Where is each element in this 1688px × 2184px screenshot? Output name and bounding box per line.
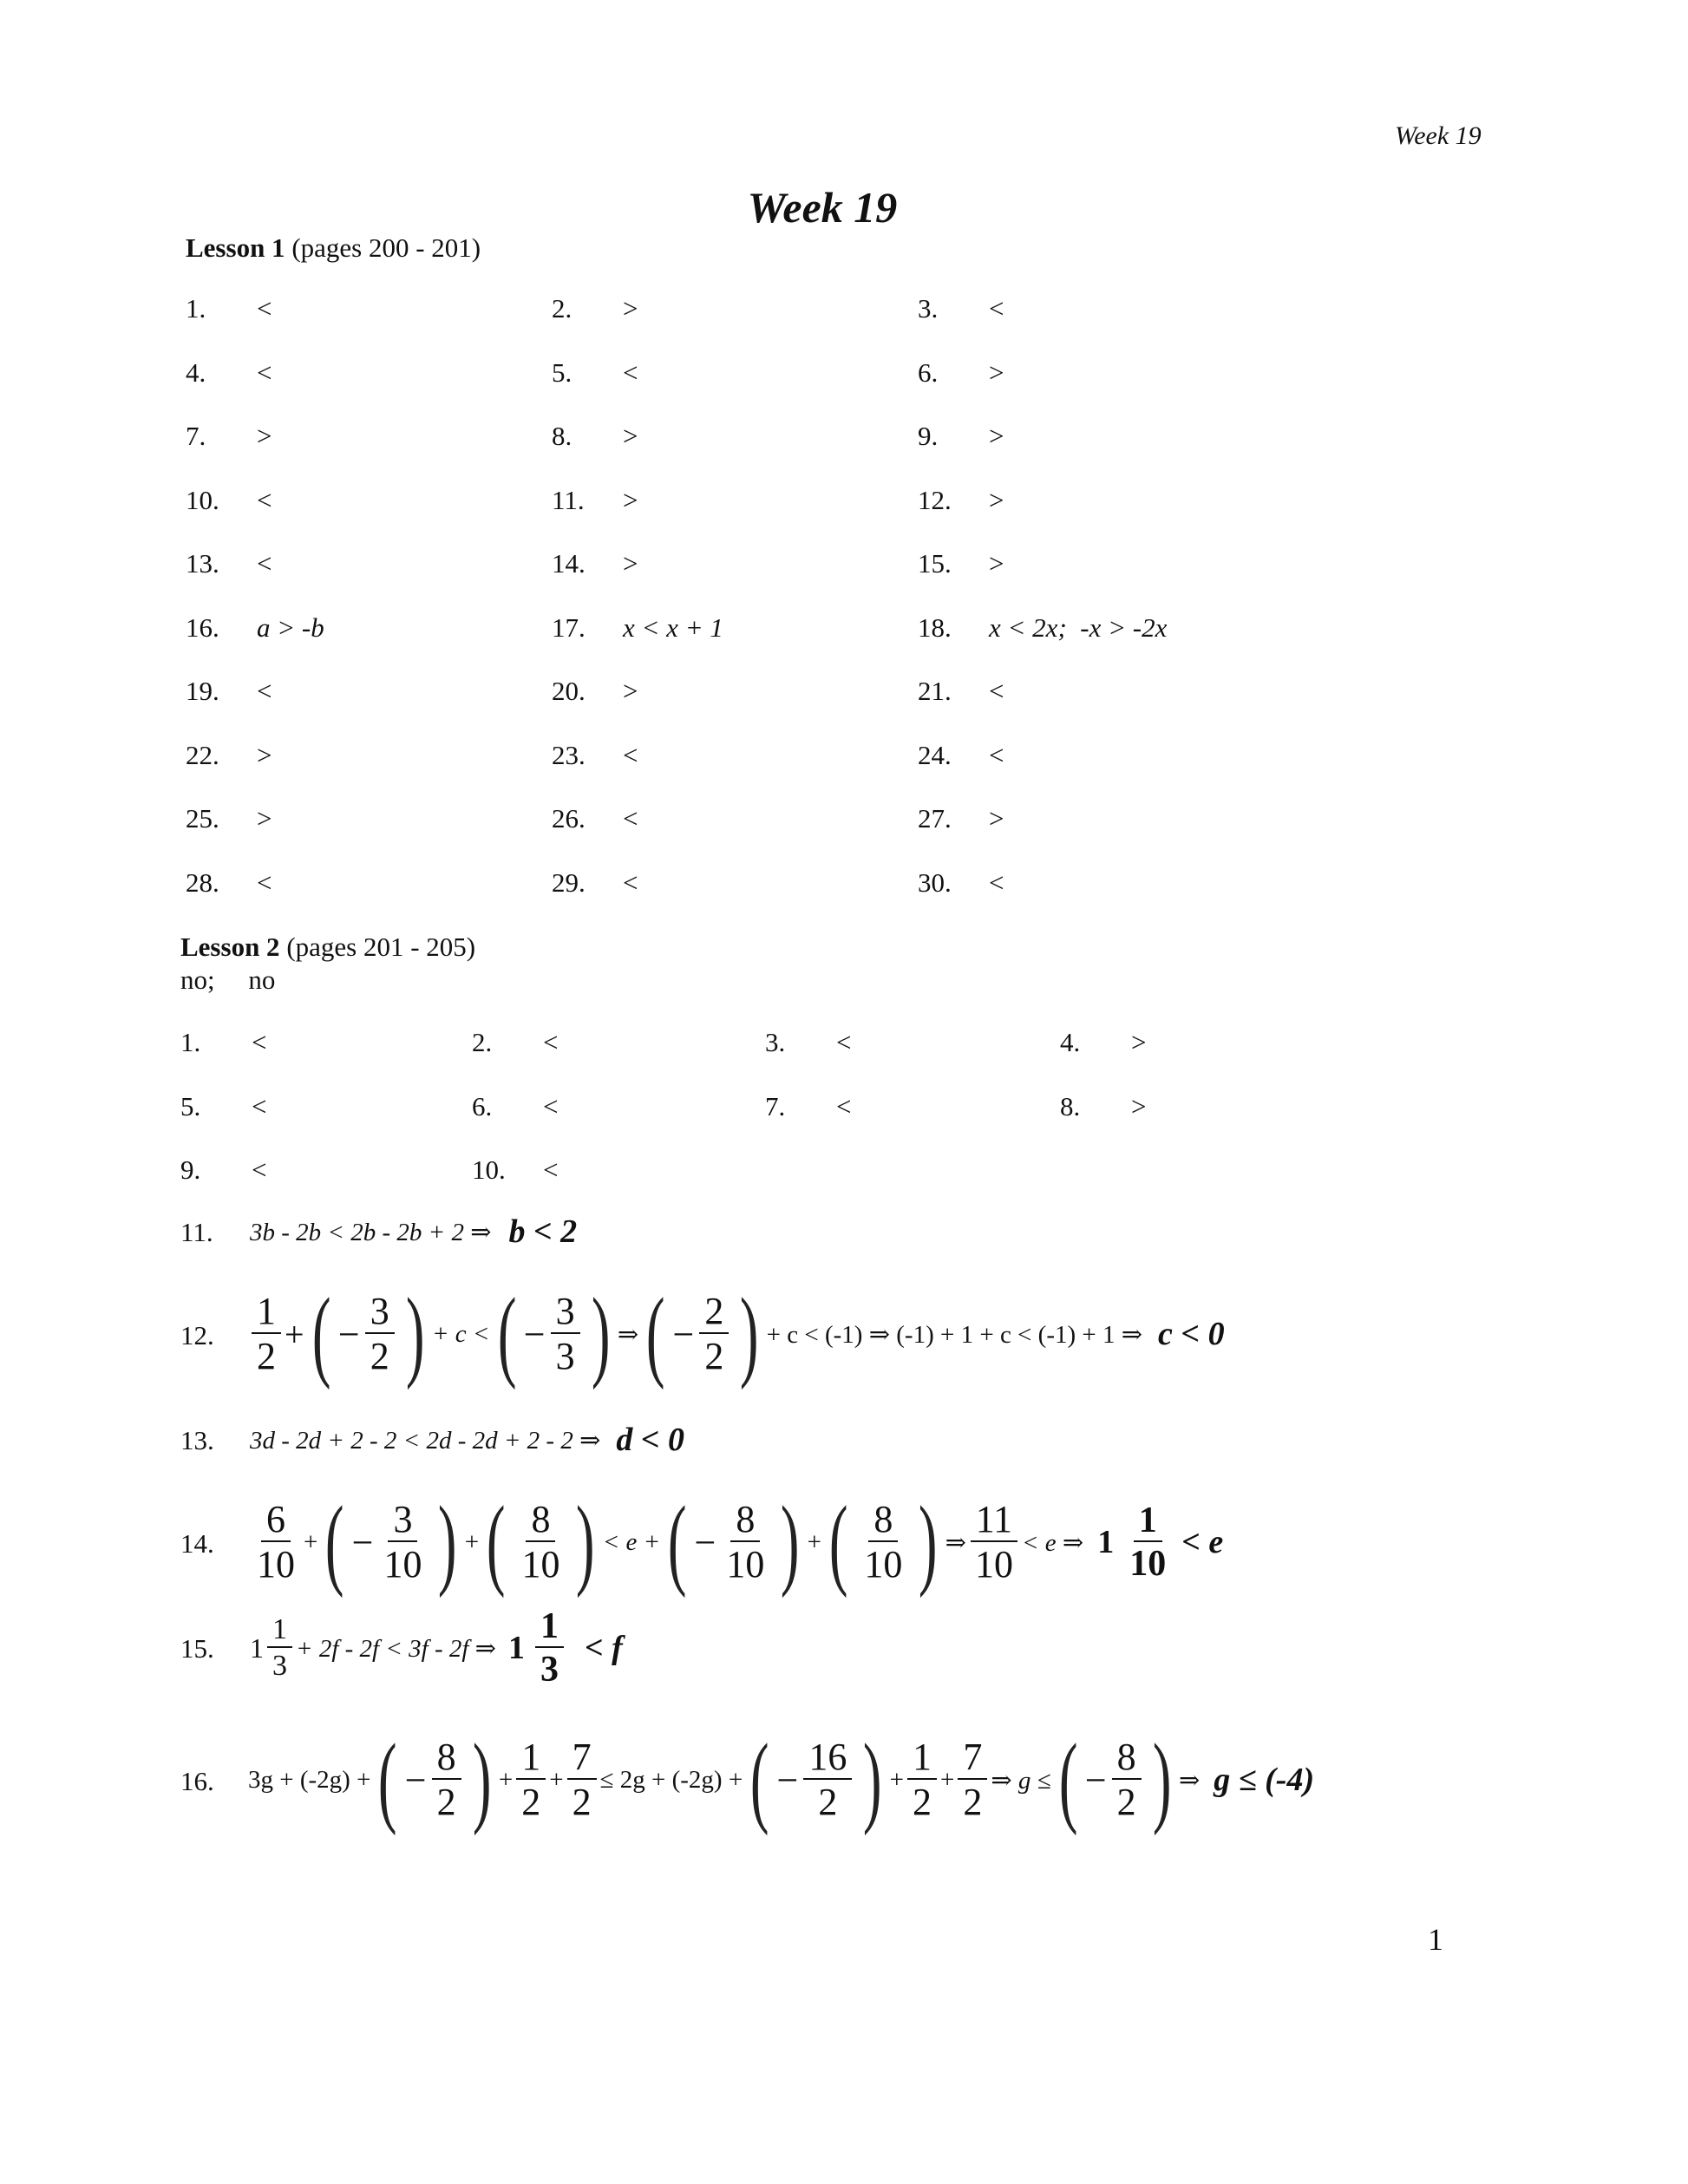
lesson1-item-number: 1. (186, 293, 206, 324)
problem-16-mid: ≤ 2g + (-2g) + (599, 1765, 743, 1794)
lesson1-item-answer: > (623, 421, 638, 451)
lesson2-item-answer: < (543, 1090, 559, 1121)
problem-12-work (248, 1277, 1225, 1390)
paren-group: ( $\frac{8}{10}$ ) (828, 1485, 938, 1599)
problem-15-expr: + 2f - 2f < 3f - 2f ⇒ (296, 1634, 496, 1663)
lesson2-item-number: 9. (180, 1154, 201, 1185)
lesson1-item-answer: < (257, 676, 272, 706)
lesson1-item-number: 20. (552, 676, 586, 706)
plus-sign: + (285, 1314, 304, 1354)
lesson2-item-answer: > (1131, 1090, 1147, 1121)
problem-16-number: 16. (180, 1766, 214, 1796)
lesson2-pages: (pages 201 - 205) (286, 932, 476, 962)
lesson1-item-number: 4. (186, 356, 206, 388)
lesson1-item-answer: < (623, 803, 638, 834)
lesson1-item-number: 12. (918, 484, 952, 515)
lesson1-item-number: 5. (552, 356, 572, 388)
lesson1-item-number: 16. (186, 611, 219, 643)
lesson1-item-number: 28. (186, 866, 219, 898)
lesson1-item-answer: > (623, 484, 638, 515)
lesson1-item-answer: a > -b (257, 611, 324, 643)
lesson1-item-answer: x < x + 1 (623, 611, 723, 643)
fraction: $\frac{1}{3}$ (267, 1615, 292, 1681)
lesson2-heading (180, 932, 475, 963)
lesson1-item-number: 8. (552, 421, 572, 451)
lesson2-item-answer: < (252, 1090, 267, 1121)
lesson2-item-answer: < (543, 1154, 559, 1185)
paren-group: ( − $\frac{2}{2}$ ) (646, 1277, 759, 1390)
lesson2-item-number: 7. (765, 1090, 786, 1121)
lesson2-item-answer: < (252, 1154, 267, 1185)
problem-15-result: < f (584, 1630, 623, 1666)
lesson1-item-answer: > (623, 548, 638, 579)
lesson2-item-number: 5. (180, 1090, 201, 1121)
lesson1-item-number: 14. (552, 548, 586, 579)
problem-14-tail: < e ⇒ (1021, 1528, 1084, 1557)
paren-group: ( − $\frac{16}{2}$ ) (750, 1723, 882, 1836)
lesson1-item-answer: < (989, 293, 1004, 324)
lesson1-item-number: 25. (186, 803, 219, 834)
lesson1-pages: (pages 200 - 201) (291, 232, 481, 263)
paren-group: ( − $\frac{8}{10}$ ) (668, 1485, 800, 1599)
problem-12-mid: + c < (431, 1319, 490, 1348)
lesson1-item-answer: > (989, 356, 1004, 388)
fraction: $\frac{6}{10}$ (257, 1498, 295, 1586)
problem-14-mid: < e + (602, 1527, 661, 1556)
problem-11-expr: 3b - 2b < 2b - 2b + 2 ⇒ (250, 1218, 492, 1246)
lesson1-item-answer: > (989, 548, 1004, 579)
problem-15-mixed-result: 1 $\frac{1}{3}$ (508, 1608, 567, 1688)
lesson1-item-answer: < (257, 866, 272, 898)
problem-14-number: 14. (180, 1528, 214, 1559)
problem-16-lead: 3g + (-2g) + (248, 1765, 371, 1794)
lesson1-item-answer: < (623, 866, 638, 898)
lesson2-item-number: 4. (1060, 1027, 1081, 1057)
arrow: ⇒ (1178, 1766, 1201, 1795)
lesson2-label: Lesson 2 (180, 932, 280, 962)
lesson1-item-answer: > (989, 803, 1004, 834)
lesson1-item-answer: < (989, 739, 1004, 770)
lesson1-item-number: 17. (552, 611, 586, 643)
lesson1-item-answer: < (257, 293, 272, 324)
lesson2-item-answer: < (836, 1027, 852, 1057)
lesson1-item-answer: > (623, 676, 638, 706)
page-title: Week 19 (747, 183, 898, 232)
lesson1-item-number: 13. (186, 548, 219, 579)
lesson2-prelim: no; no (180, 964, 276, 995)
problem-13-expr: 3d - 2d + 2 - 2 < 2d - 2d + 2 - 2 ⇒ (250, 1426, 601, 1455)
problem-13-result: d < 0 (616, 1422, 685, 1458)
lesson2-item-answer: < (543, 1027, 559, 1057)
lesson1-item-number: 24. (918, 739, 952, 770)
lesson2-item-number: 3. (765, 1027, 786, 1057)
lesson1-item-answer: < (989, 866, 1004, 898)
paren-group: ( − $\frac{3}{2}$ ) (311, 1277, 425, 1390)
paren-group: ( − $\frac{8}{2}$ ) (378, 1723, 492, 1836)
problem-15-work (250, 1596, 623, 1700)
lesson1-item-number: 6. (918, 356, 939, 388)
lesson1-item-answer: > (257, 803, 272, 834)
lesson1-item-number: 2. (552, 293, 572, 324)
problem-12-tail: + c < (-1) ⇒ (-1) + 1 + c < (-1) + 1 ⇒ (766, 1320, 1143, 1349)
lesson1-item-number: 23. (552, 739, 586, 770)
lesson1-item-number: 9. (918, 421, 939, 451)
paren-group: ( − $\frac{3}{10}$ ) (325, 1485, 457, 1599)
mixed-whole: 1 (250, 1631, 264, 1664)
lesson1-item-number: 19. (186, 676, 219, 706)
lesson1-item-number: 18. (918, 611, 952, 643)
lesson1-item-answer: < (257, 356, 272, 388)
lesson1-item-number: 10. (186, 484, 219, 515)
lesson2-item-number: 2. (472, 1027, 493, 1057)
problem-14-mixed-result: 1 $\frac{1}{10}$ (1097, 1501, 1167, 1584)
problem-16-result: g ≤ (-4) (1214, 1762, 1315, 1798)
lesson2-item-answer: < (836, 1090, 852, 1121)
lesson1-item-answer: > (623, 293, 638, 324)
problem-11-number: 11. (180, 1217, 213, 1247)
problem-15-number: 15. (180, 1633, 214, 1664)
lesson1-item-answer: < (257, 484, 272, 515)
lesson1-item-answer: < (623, 739, 638, 770)
lesson2-item-number: 10. (472, 1154, 506, 1185)
paren-group: ( $\frac{8}{10}$ ) (486, 1485, 595, 1599)
lesson1-label: Lesson 1 (186, 232, 285, 263)
running-header: Week 19 (1395, 121, 1482, 150)
fraction: $\frac{1}{2}$ (252, 1292, 281, 1376)
lesson1-item-number: 26. (552, 803, 586, 834)
lesson1-item-number: 27. (918, 803, 952, 834)
problem-12-result: c < 0 (1158, 1316, 1225, 1352)
fraction: $\frac{1}{2}$ (907, 1738, 937, 1821)
lesson1-item-answer: > (989, 484, 1004, 515)
fraction: $\frac{11}{10}$ (970, 1501, 1018, 1584)
lesson1-item-answer: > (257, 739, 272, 770)
lesson1-item-answer: < (623, 356, 638, 388)
paren-group: ( − $\frac{8}{2}$ ) (1058, 1723, 1172, 1836)
problem-13-work (250, 1421, 684, 1459)
lesson1-item-answer: < (257, 548, 272, 579)
lesson1-item-answer: x < 2x; -x > -2x (989, 611, 1168, 643)
lesson1-item-number: 30. (918, 866, 952, 898)
fraction: $\frac{7}{2}$ (567, 1738, 597, 1821)
problem-16-tail: ⇒ g ≤ (991, 1766, 1051, 1795)
lesson1-item-number: 29. (552, 866, 586, 898)
problem-14-result: < e (1181, 1524, 1224, 1560)
fraction: $\frac{7}{2}$ (958, 1738, 987, 1821)
arrow: ⇒ (617, 1320, 639, 1349)
lesson1-item-number: 3. (918, 293, 939, 324)
lesson1-heading (186, 232, 481, 264)
problem-13-number: 13. (180, 1425, 214, 1455)
problem-11-work (250, 1213, 577, 1251)
problem-16-work: 3g + (-2g) + ( − $\frac{8}{2}$ ) + $\frac{1}{2}$ + $\frac{7}{2}$ ≤ 2g + (-2g) + ( − $\frac{16}{2}$ ) + $\frac{1}{2}$ + $\frac{7}{2}$ ⇒ g ≤ ( − $\frac{8}{2}$ ) ⇒ g ≤ (-4) (248, 1723, 1315, 1836)
lesson1-item-answer: > (257, 421, 272, 451)
lesson2-item-number: 6. (472, 1090, 493, 1121)
lesson2-item-answer: < (252, 1027, 267, 1057)
paren-group: ( − $\frac{3}{3}$ ) (497, 1277, 611, 1390)
lesson2-item-answer: > (1131, 1027, 1147, 1057)
lesson1-item-number: 15. (918, 548, 952, 579)
lesson2-item-number: 8. (1060, 1090, 1081, 1121)
problem-14-work: $\frac{6}{10}$ + ( − $\frac{3}{10}$ ) + ( $\frac{8}{10}$ ) < e + ( − $\frac{8}{10}$ ) + ( $\frac{8}{10}$ ) ⇒ $\frac{11}{10}$ < e ⇒ 1 $\frac{1}{10}$ < e (248, 1488, 1223, 1596)
lesson2-item-number: 1. (180, 1027, 201, 1057)
lesson1-item-number: 21. (918, 676, 952, 706)
lesson1-item-number: 7. (186, 421, 206, 451)
lesson1-item-answer: < (989, 676, 1004, 706)
problem-12-number: 12. (180, 1320, 214, 1350)
lesson1-item-number: 22. (186, 739, 219, 770)
lesson1-item-answer: > (989, 421, 1004, 451)
problem-11-result: b < 2 (508, 1213, 578, 1250)
fraction: $\frac{1}{2}$ (516, 1738, 546, 1821)
page-number: 1 (1428, 1922, 1443, 1957)
lesson1-item-number: 11. (552, 484, 585, 515)
